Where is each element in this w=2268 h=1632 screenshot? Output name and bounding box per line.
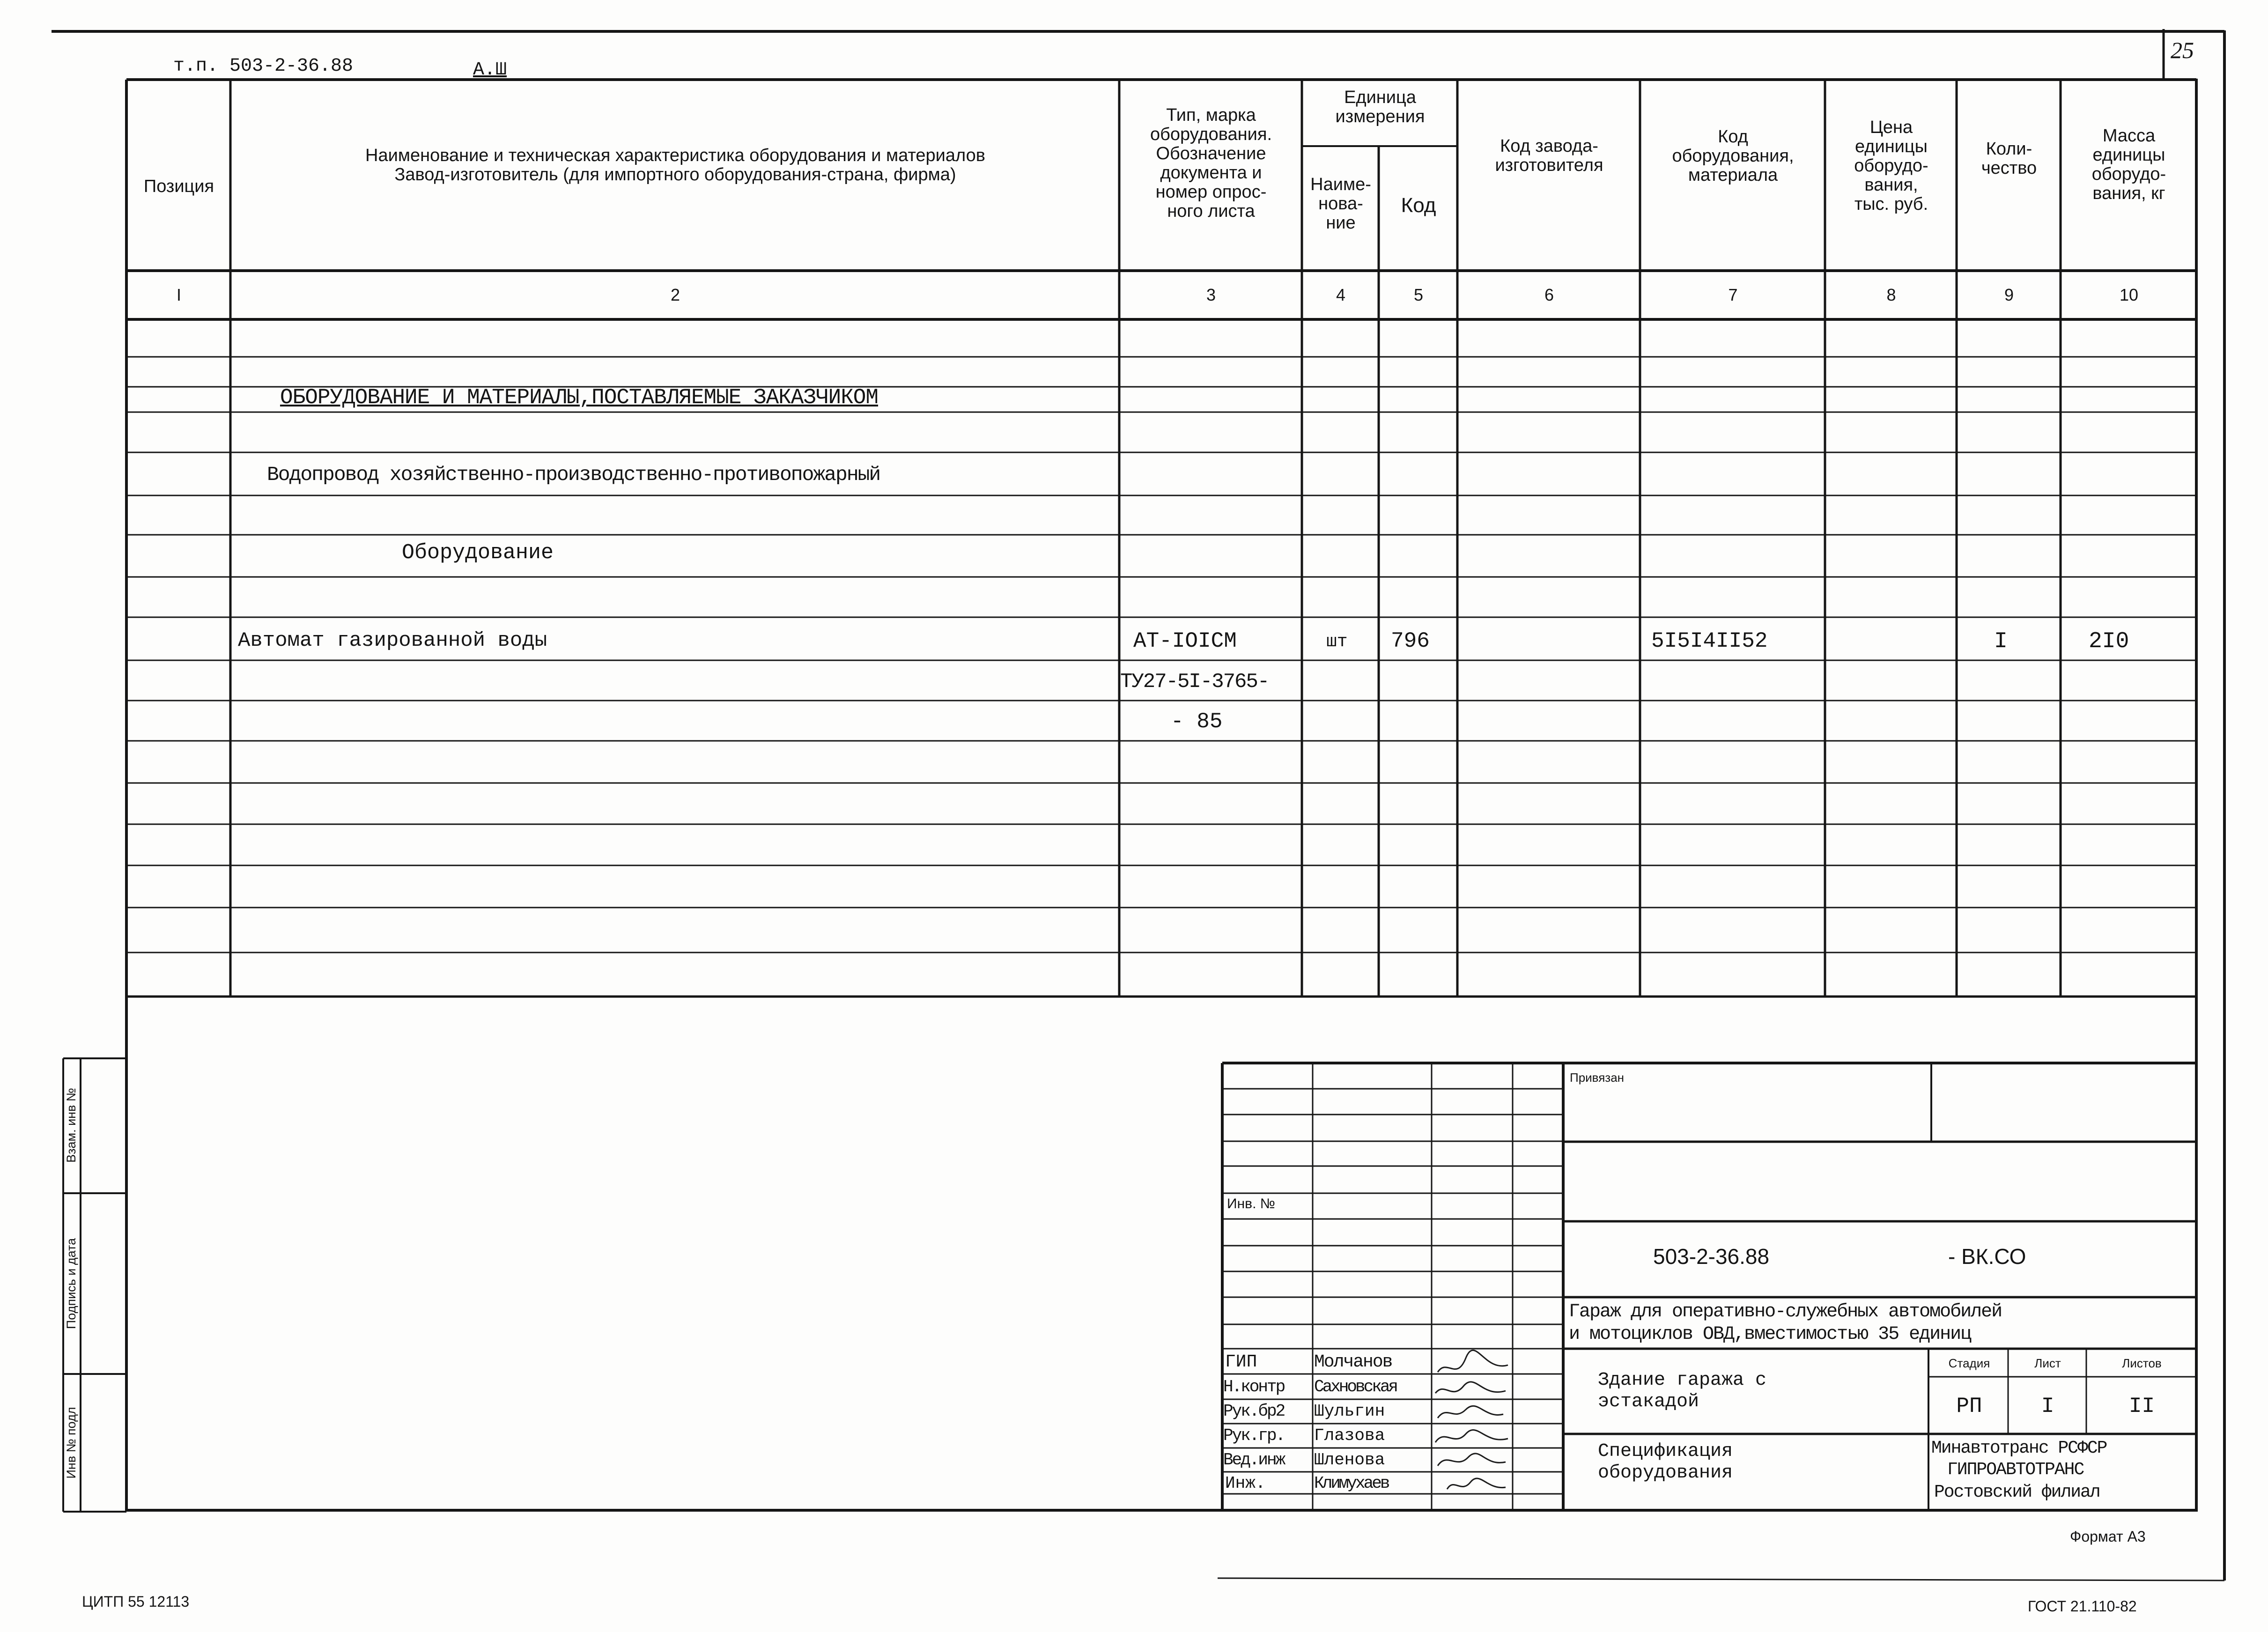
col-number: 7: [1728, 285, 1738, 304]
col-header-unit-code: Код: [1401, 194, 1436, 217]
col-number: 9: [2004, 285, 2014, 304]
signer-role: Инж.: [1225, 1474, 1266, 1493]
item-name: Автомат газированной воды: [238, 629, 547, 652]
item-quantity: I: [1994, 629, 2008, 654]
tb-stage-label: Стадия: [1948, 1356, 1990, 1370]
tb-org-line1: Минавтотранс РСФСР: [1931, 1438, 2107, 1458]
col-number: I: [176, 285, 181, 304]
item-doc-cont: - 85: [1171, 709, 1223, 734]
tb-project-line2: и мотоциклов ОВД,вместимостью 35 единиц: [1569, 1324, 1971, 1345]
item-doc: ТУ27-5I-3765-: [1120, 670, 1269, 694]
item-material-code: 5I5I4II52: [1651, 629, 1768, 653]
col-header-mass: Масса единицы оборудо- вания, кг: [2091, 126, 2166, 203]
signer-role: Н.контр: [1223, 1377, 1285, 1396]
tb-org-line3: Ростовский филиал: [1934, 1482, 2100, 1502]
tb-doc-line2: оборудования: [1598, 1462, 1733, 1484]
col-number: 8: [1886, 285, 1896, 304]
signer-name: Климухаев: [1314, 1474, 1389, 1493]
col-number: 10: [2119, 285, 2139, 304]
gost-reference: ГОСТ 21.110-82: [2028, 1598, 2137, 1615]
item-type: АТ-IOICM: [1133, 629, 1237, 653]
signer-name: Шульгин: [1314, 1402, 1385, 1421]
tb-stage: РП: [1956, 1394, 1982, 1418]
tb-project-line1: Гараж для оперативно-служебных автомобилей: [1569, 1301, 2002, 1322]
signer-role: Вед.инж: [1223, 1450, 1285, 1470]
item-mass: 2I0: [2089, 629, 2129, 654]
album-reference: А.Ш: [473, 59, 507, 81]
sheet-number: 25: [2171, 37, 2194, 63]
tb-sheet: I: [2041, 1394, 2054, 1418]
item-unit-name: шт: [1326, 632, 1348, 652]
col-header-position: Позиция: [143, 177, 214, 196]
item-unit-code: 796: [1391, 629, 1430, 653]
signer-name: Шленова: [1314, 1450, 1385, 1470]
col-header-quantity: Коли- чество: [1981, 139, 2037, 178]
stamp-signature-date: Подпись и дата: [64, 1238, 78, 1329]
tb-sheets-label: Листов: [2122, 1356, 2162, 1370]
group-title: Оборудование: [402, 541, 554, 565]
signer-name: Сахновская: [1314, 1377, 1397, 1396]
col-header-unit-group: Единица измерения: [1335, 88, 1425, 126]
printer-code: ЦИТП 55 12113: [82, 1593, 190, 1610]
stamp-vzam-inv: Взам. инв №: [64, 1088, 78, 1163]
signer-name: Глазова: [1314, 1426, 1385, 1445]
tb-designation: 503-2-36.88: [1653, 1244, 1770, 1269]
tb-org-line2: ГИПРОАВТОТРАНС: [1947, 1460, 2084, 1480]
col-header-type: Тип, марка оборудования. Обозначение документа и номер опрос- ного листа: [1150, 105, 1272, 221]
signer-role: Рук.гр.: [1223, 1426, 1285, 1445]
col-header-factory-code: Код завода- изготовителя: [1495, 136, 1603, 175]
col-number: 6: [1544, 285, 1554, 304]
col-header-name: Наименование и техническая характеристика оборудования и материалов Завод-изготовитель (для импортного оборудования-страна, фирма): [365, 146, 985, 185]
col-header-price: Цена единицы оборудо- вания, тыс. руб.: [1854, 118, 1928, 214]
tb-sheets: II: [2128, 1394, 2155, 1418]
tb-inv-no: Инв. №: [1227, 1196, 1275, 1211]
doc-reference: т.п. 503-2-36.88: [173, 56, 354, 77]
tb-privyazan: Привязан: [1570, 1071, 1625, 1085]
col-number: 4: [1336, 285, 1346, 304]
col-number: 3: [1206, 285, 1216, 304]
tb-mark: - ВК.СО: [1948, 1244, 2026, 1269]
signer-role: Рук.бр2: [1223, 1402, 1285, 1421]
tb-doc-line1: Спецификация: [1598, 1441, 1733, 1462]
stamp-inv-orig: Инв № подл: [64, 1407, 78, 1479]
subsection-title: Водопровод хозяйственно-производственно-противопожарный: [267, 463, 880, 486]
col-number: 5: [1413, 285, 1424, 304]
col-header-material-code: Код оборудования, материала: [1672, 127, 1794, 185]
format-label: Формат А3: [2070, 1528, 2146, 1545]
col-number: 2: [670, 285, 680, 304]
section-title: ОБОРУДОВАНИЕ И МАТЕРИАЛЫ,ПОСТАВЛЯЕМЫЕ ЗАКАЗЧИКОМ: [280, 385, 879, 410]
tb-building-line1: Здание гаража с: [1598, 1370, 1767, 1391]
tb-building-line2: эстакадой: [1598, 1391, 1699, 1412]
signer-role: ГИП: [1225, 1352, 1257, 1372]
tb-sheet-label: Лист: [2034, 1356, 2061, 1370]
col-header-unit-name: Наиме- нова- ние: [1310, 175, 1371, 233]
signer-name: Молчанов: [1314, 1352, 1392, 1372]
